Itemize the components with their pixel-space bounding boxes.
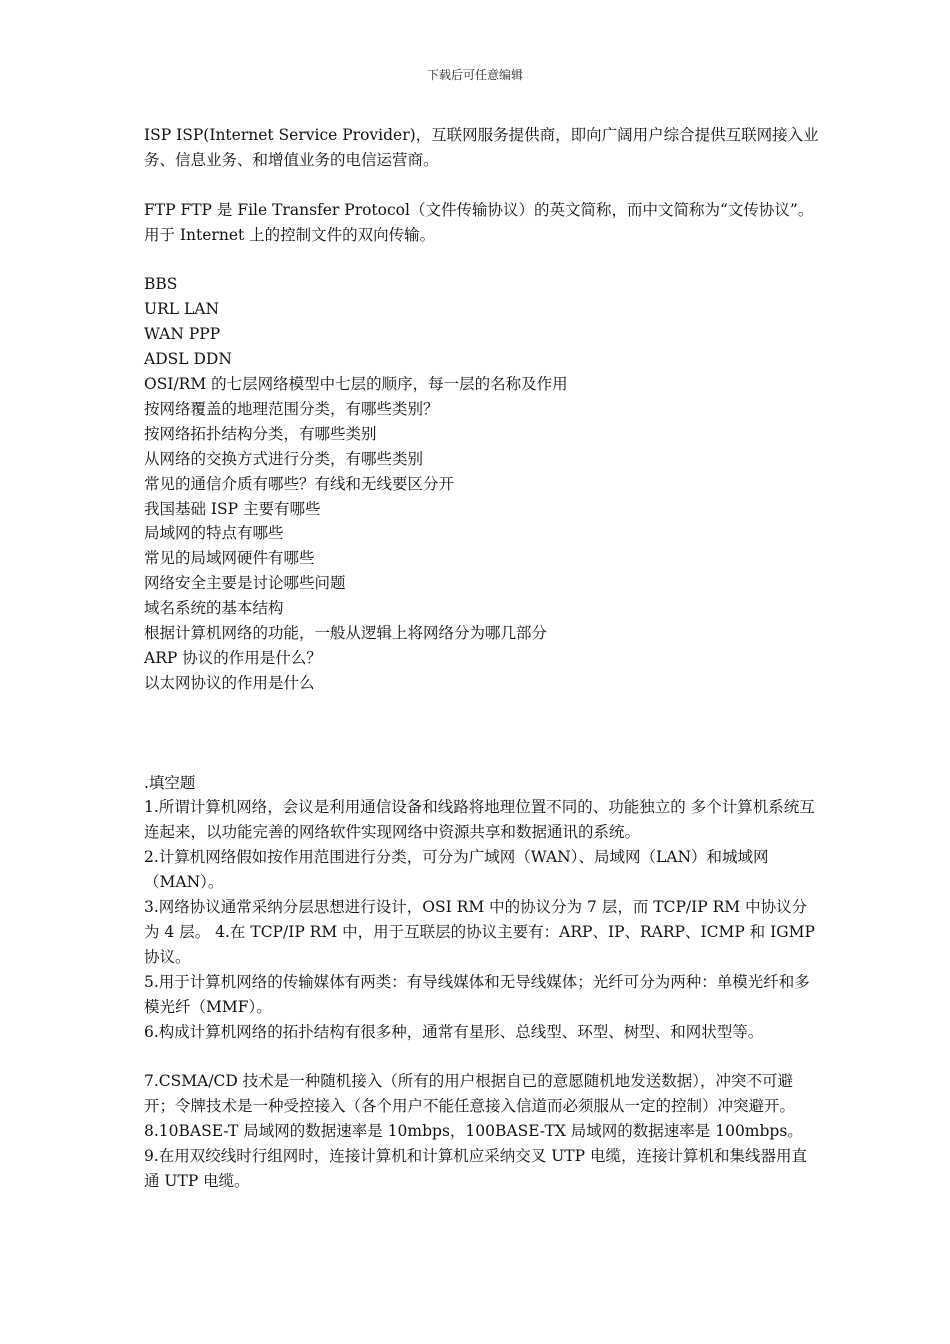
fill-item: 7.CSMA/CD 技术是一种随机接入（所有的用户根据自已的意愿随机地发送数据），冲突不可避开；令牌技术是一种受控接入（各个用户不能任意接入信道而必须服从一定的控制）冲突避开。 xyxy=(144,1072,796,1116)
fill-item: 6.构成计算机网络的拓扑结构有很多种，通常有星形、总线型、环型、树型、和网状型等。 xyxy=(144,1022,764,1041)
section-title: .填空题 xyxy=(144,773,196,792)
term-line: WAN PPP xyxy=(144,325,221,344)
question-line: 常见的通信介质有哪些？有线和无线要区分开 xyxy=(144,474,455,493)
question-line: 域名系统的基本结构 xyxy=(144,599,284,618)
document-body xyxy=(144,123,819,1194)
term-line: BBS xyxy=(144,275,178,294)
ftp-paragraph: FTP FTP 是 File Transfer Protocol（文件传输协议）的英文简称，而中文简称为“文传协议”。用于 Internet 上的控制文件的双向传输。 xyxy=(144,200,814,244)
question-line: 网络安全主要是讨论哪些问题 xyxy=(144,574,346,593)
term-line: URL LAN xyxy=(144,300,220,319)
page-header: 下载后可任意编辑 xyxy=(426,68,523,82)
fill-item: 8.10BASE-T 局域网的数据速率是 10mbps，100BASE-TX 局域网的数据速率是 100mbps。 xyxy=(144,1122,803,1141)
question-line: 从网络的交换方式进行分类，有哪些类别 xyxy=(144,449,424,468)
isp-paragraph: ISP ISP(Internet Service Provider)，互联网服务提供商，即向广阔用户综合提供互联网接入业务、信息业务、和增值业务的电信运营商。 xyxy=(144,126,819,169)
fill-item: 2.计算机网络假如按作用范围进行分类，可分为广域网（WAN）、局域网（LAN）和城域网（MAN）。 xyxy=(144,848,769,892)
question-line: 以太网协议的作用是什么 xyxy=(144,673,315,692)
question-line: 按网络拓扑结构分类，有哪些类别 xyxy=(144,424,377,443)
question-line: 局域网的特点有哪些 xyxy=(144,524,284,543)
question-line: OSI/RM 的七层网络模型中七层的顺序，每一层的名称及作用 xyxy=(144,375,568,394)
fill-item: 1.所谓计算机网络，会议是利用通信设备和线路将地理位置不同的、功能独立的 多个计算机系统互连起来，以功能完善的网络软件实现网络中资源共享和数据通讯的系统。 xyxy=(144,798,815,842)
question-line: 根据计算机网络的功能，一般从逻辑上将网络分为哪几部分 xyxy=(144,624,548,643)
question-line: 按网络覆盖的地理范围分类，有哪些类别？ xyxy=(144,399,439,418)
term-line: ADSL DDN xyxy=(144,350,232,369)
fill-item: 9.在用双绞线时行组网时，连接计算机和计算机应采纳交叉 UTP 电缆，连接计算机和集线器用直通 UTP 电缆。 xyxy=(144,1147,807,1190)
question-line: ARP 协议的作用是什么？ xyxy=(144,649,322,667)
fill-item: 3.网络协议通常采纳分层思想进行设计，OSI RM 中的协议分为 7 层，而 TCP/IP RM 中协议分为 4 层。 4.在 TCP/IP RM 中，用于互联层的协议主要有：ARP、IP、RARP、ICMP 和 IGMP 协议。 xyxy=(144,898,815,966)
question-line: 我国基础 ISP 主要有哪些 xyxy=(144,499,321,518)
question-line: 常见的局域网硬件有哪些 xyxy=(144,549,315,568)
fill-item: 5.用于计算机网络的传输媒体有两类：有导线媒体和无导线媒体；光纤可分为两种：单模光纤和多模光纤（MMF）。 xyxy=(144,972,810,1016)
